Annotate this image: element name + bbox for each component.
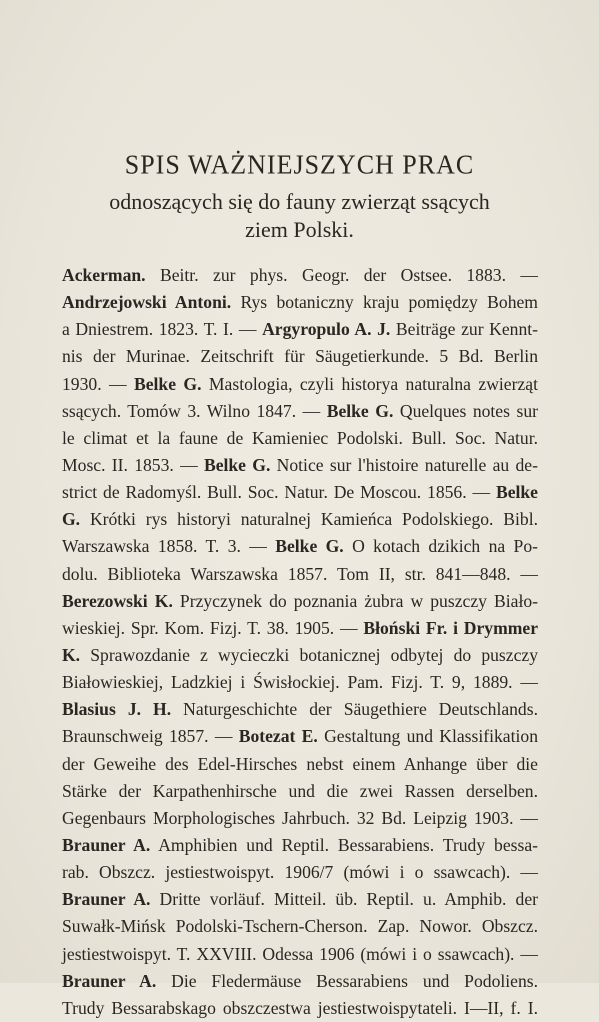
citation-text: ssących. Tomów 3. Wilno 1847. — <box>62 400 327 421</box>
text-line <box>62 968 538 995</box>
text-line <box>62 289 538 316</box>
text-line <box>62 778 538 805</box>
author-name: Brauner A. <box>62 834 151 855</box>
author-name: Belke G. <box>326 400 394 421</box>
citation-text: a Dniestrem. 1823. T. I. — <box>62 319 263 340</box>
citation-text: Mosc. II. 1853. — <box>62 454 204 475</box>
text-line <box>62 452 538 479</box>
text-line <box>62 723 538 750</box>
citation-text: Gegenbaurs Morphologisches Jahrbuch. 32 Bd. Leipzig 1903. — <box>62 807 538 828</box>
text-line <box>62 913 538 940</box>
citation-text: strict de Radomyśl. Bull. Soc. Natur. De Moscou. 1856. — <box>62 482 496 503</box>
text-line <box>62 805 538 832</box>
bibliography-text <box>62 262 538 1022</box>
text-line <box>62 751 538 778</box>
page-title: SPIS WAŻNIEJSZYCH PRAC <box>124 149 475 180</box>
text-line <box>62 941 538 968</box>
author-name: Andrzejowski Antoni. <box>62 292 232 313</box>
citation-text: Gestaltung und Klassifikation <box>317 726 538 747</box>
citation-text: wieskiej. Spr. Kom. Fizj. T. 38. 1905. — <box>62 617 364 638</box>
citation-text: Quelques notes sur <box>393 400 538 421</box>
citation-text: Beiträge zur Kennt- <box>390 319 539 340</box>
author-name: Brauner A. <box>62 889 151 910</box>
citation-text: Stärke der Karpathenhirsche und die zwei Rassen derselben. <box>62 780 538 801</box>
text-line <box>62 371 538 398</box>
citation-text: rab. Obszcz. jestiestwoispyt. 1906/7 (mówi i o ssawcach). — <box>62 862 538 883</box>
author-name: Belke G. <box>275 536 344 557</box>
citation-text: O kotach dzikich na Po- <box>343 536 538 557</box>
citation-text: Przyczynek do poznania żubra w puszczy Biało- <box>172 590 538 611</box>
citation-text: Sprawozdanie z wycieczki botanicznej odbytej do puszczy <box>80 644 538 665</box>
page-subtitle-line-2: ziem Polski. <box>245 217 354 242</box>
author-name: Argyropulo A. J. <box>262 319 391 340</box>
citation-text: Rys botaniczny kraju pomiędzy Bohem <box>231 292 538 313</box>
citation-text: Notice sur l'histoire naturelle au de- <box>270 454 538 475</box>
citation-text: 1930. — <box>62 373 134 394</box>
citation-text: Suwałk-Mińsk Podolski-Tschern-Cherson. Zap. Nowor. Obszcz. <box>62 916 538 937</box>
text-line <box>62 316 538 343</box>
text-line <box>62 669 538 696</box>
text-line <box>62 615 538 642</box>
text-line <box>62 588 538 615</box>
author-name: K. <box>62 644 81 665</box>
author-name: Berezowski K. <box>62 590 173 611</box>
text-line <box>62 886 538 913</box>
author-name: Brauner A. <box>62 970 157 991</box>
text-line <box>62 832 538 859</box>
text-line <box>62 425 538 452</box>
citation-text: Dritte vorläuf. Mitteil. üb. Reptil. u. Amphib. der <box>150 889 538 910</box>
text-line <box>62 479 538 506</box>
text-line <box>62 398 538 425</box>
text-line <box>62 642 538 669</box>
citation-text: Amphibien und Reptil. Bessarabiens. Trudy bessa- <box>150 834 538 855</box>
author-name: Blasius J. H. <box>62 699 172 720</box>
citation-text: Beitr. zur phys. Geogr. der Ostsee. 1883. — <box>145 265 538 285</box>
citation-text: le climat et la faune de Kamieniec Podolski. Bull. Soc. Natur. <box>62 427 538 448</box>
citation-text: Mastologia, czyli historya naturalna zwierząt <box>201 373 538 394</box>
citation-text: Braunschweig 1857. — <box>62 726 239 747</box>
citation-text: jestiestwoispyt. T. XXVIII. Odessa 1906 (mówi i o ssawcach). — <box>62 943 538 964</box>
author-name: Błoński Fr. i Drymmer <box>363 617 538 638</box>
page-subtitle-line-1: odnoszących się do fauny zwierząt ssących <box>109 189 490 214</box>
text-line <box>62 995 538 1022</box>
citation-text: Die Fledermäuse Bessarabiens und Podoliens. <box>156 970 538 991</box>
author-name: G. <box>62 509 81 530</box>
author-name: Belke <box>495 482 538 503</box>
author-name: Botezat E. <box>238 726 318 747</box>
text-line <box>62 506 538 533</box>
citation-text: Białowieskiej, Ladzkiej i Świsłockiej. Pam. Fizj. T. 9, 1889. — <box>62 672 538 693</box>
text-line <box>62 696 538 723</box>
citation-text: Naturgeschichte der Säugethiere Deutschlands. <box>171 699 538 720</box>
citation-text: Trudy Bessarabskago obszczestwa jestiestwoispytateli. I—II, f. I. <box>62 997 538 1018</box>
citation-text: nis der Murinae. Zeitschrift für Säugetierkunde. 5 Bd. Berlin <box>62 346 538 367</box>
text-line <box>62 859 538 886</box>
text-line <box>62 262 538 289</box>
citation-text: der Geweihe des Edel-Hirsches nebst einem Anhange über die <box>62 753 538 774</box>
text-line <box>62 533 538 560</box>
text-line <box>62 561 538 588</box>
citation-text: Krótki rys historyi naturalnej Kamieńca Podolskiego. Bibl. <box>80 509 538 530</box>
citation-text: dolu. Biblioteka Warszawska 1857. Tom II, str. 841—848. — <box>62 563 538 584</box>
citation-text: Warszawska 1858. T. 3. — <box>62 536 276 557</box>
author-name: Ackerman. <box>62 265 146 285</box>
author-name: Belke G. <box>203 454 271 475</box>
text-line <box>62 343 538 370</box>
author-name: Belke G. <box>133 373 202 394</box>
